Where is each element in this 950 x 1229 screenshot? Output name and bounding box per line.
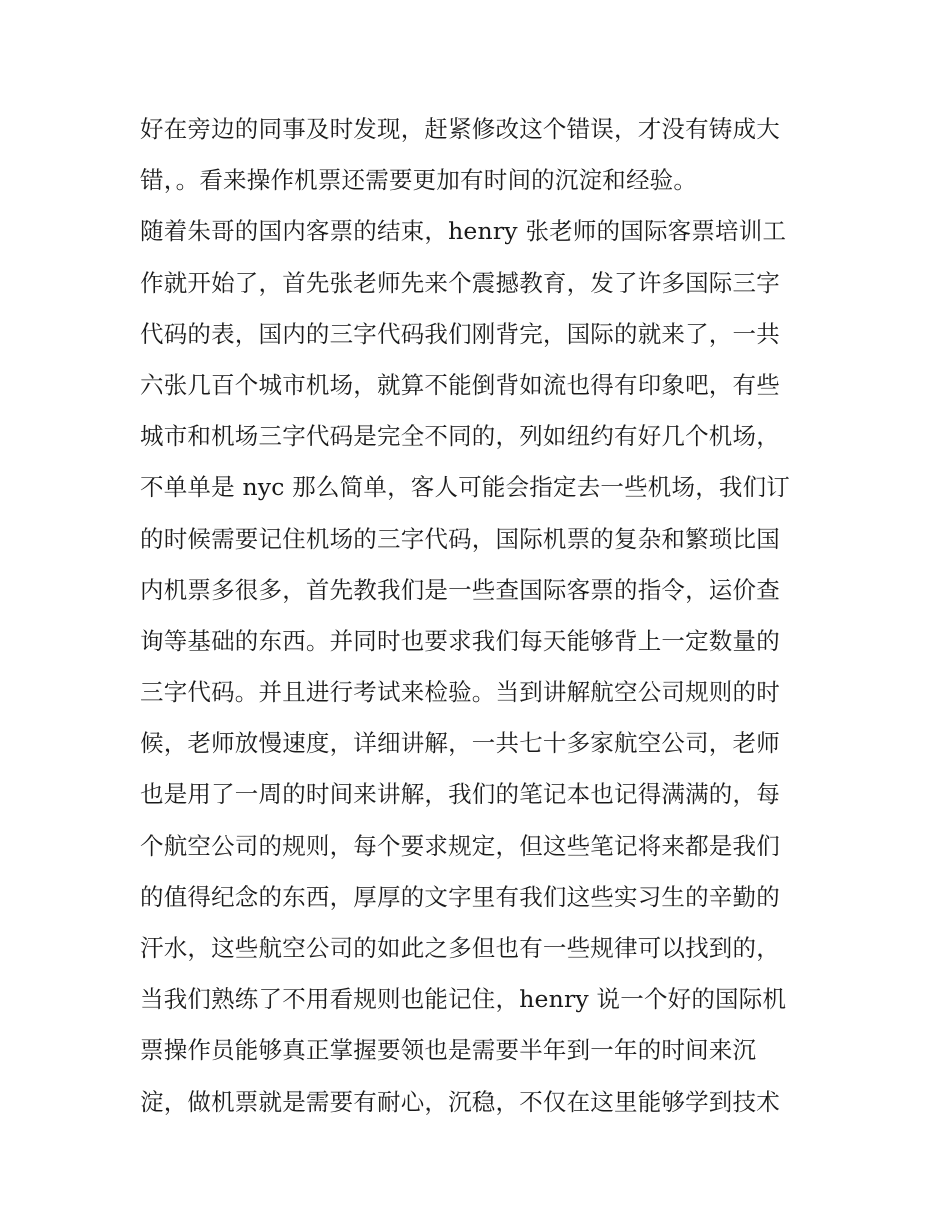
text-line: 好在旁边的同事及时发现，赶紧修改这个错误，才没有铸成大 (140, 115, 780, 143)
text-line: 错，。看来操作机票还需要更加有时间的沉淀和经验。 (140, 166, 698, 195)
body-text (140, 104, 820, 1128)
text-line: 票操作员能够真正掌握要领也是需要半年到一年的时间来沉 (140, 1036, 757, 1065)
text-line: 的值得纪念的东西，厚厚的文字里有我们这些实习生的辛勤的 (140, 882, 780, 911)
text-line: 城市和机场三字代码是完全不同的，列如纽约有好几个机场， (140, 422, 780, 451)
text-line: 淀，做机票就是需要有耐心，沉稳，不仅在这里能够学到技术 (140, 1087, 780, 1116)
text-line: 不单单是 nyc 那么简单，客人可能会指定去一些机场，我们订 (140, 473, 791, 502)
text-line: 候，老师放慢速度，详细讲解，一共七十多家航空公司，老师 (140, 729, 780, 758)
text-line: 汗水，这些航空公司的如此之多但也有一些规律可以找到的， (140, 934, 780, 962)
text-line: 也是用了一周的时间来讲解，我们的笔记本也记得满满的，每 (140, 780, 780, 809)
text-line: 代码的表，国内的三字代码我们刚背完，国际的就来了，一共 (140, 319, 780, 348)
text-line: 询等基础的东西。并同时也要求我们每天能够背上一定数量的 (140, 626, 780, 655)
text-line: 三字代码。并且进行考试来检验。当到讲解航空公司规则的时 (140, 678, 780, 707)
text-line: 的时候需要记住机场的三字代码，国际机票的复杂和繁琐比国 (140, 524, 780, 553)
text-line: 六张几百个城市机场，就算不能倒背如流也得有印象吧，有些 (140, 370, 780, 399)
text-line: 个航空公司的规则，每个要求规定，但这些笔记将来都是我们 (140, 831, 780, 860)
text-line: 作就开始了，首先张老师先来个震撼教育，发了许多国际三字 (140, 268, 780, 297)
text-line: 随着朱哥的国内客票的结束，henry 张老师的国际客票培训工 (140, 217, 787, 246)
text-line: 当我们熟练了不用看规则也能记住，henry 说一个好的国际机 (140, 985, 787, 1014)
text-line: 内机票多很多，首先教我们是一些查国际客票的指令，运价查 (140, 575, 780, 604)
